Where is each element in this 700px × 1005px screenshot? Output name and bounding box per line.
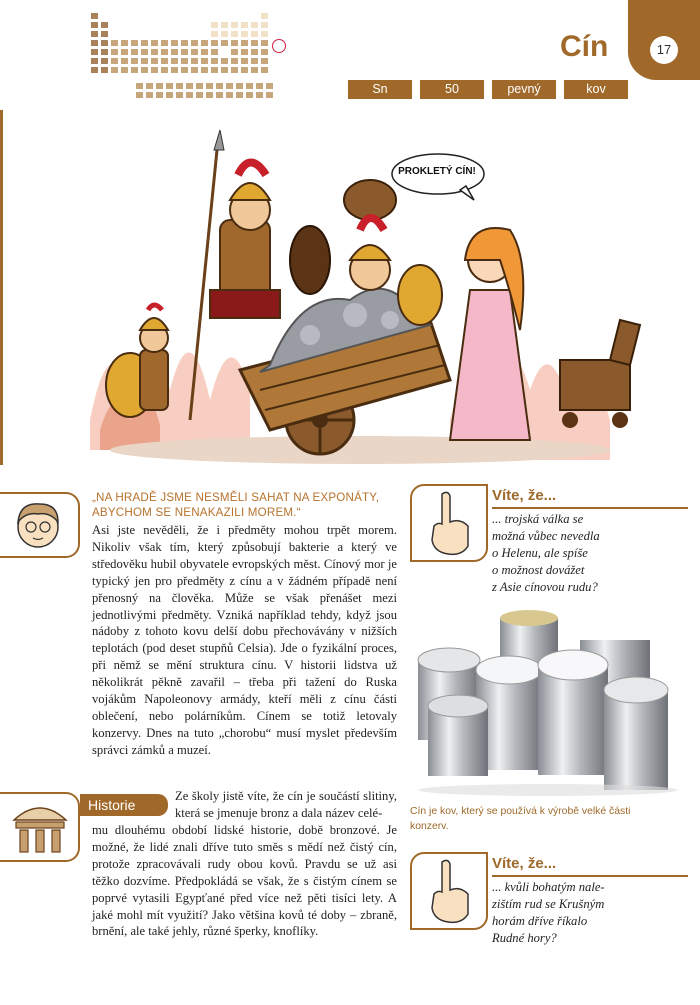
periodic-cell — [185, 82, 194, 90]
periodic-cell — [260, 39, 269, 47]
did-you-know-title-2: Víte, že... — [492, 855, 557, 872]
periodic-cell — [180, 39, 189, 47]
periodic-cell — [240, 57, 249, 65]
did-you-know-rule-2 — [492, 875, 688, 877]
periodic-cell — [240, 39, 249, 47]
periodic-cell — [185, 91, 194, 99]
periodic-cell — [260, 30, 269, 38]
periodic-cell — [200, 39, 209, 47]
periodic-cell — [180, 48, 189, 56]
periodic-cell — [220, 39, 229, 47]
periodic-cell — [260, 21, 269, 29]
periodic-cell — [210, 66, 219, 74]
periodic-cell — [140, 48, 149, 56]
property-state: pevný — [492, 80, 556, 99]
periodic-cell — [265, 82, 274, 90]
periodic-cell — [120, 39, 129, 47]
periodic-cell — [240, 21, 249, 29]
periodic-cell — [140, 39, 149, 47]
periodic-cell — [175, 91, 184, 99]
periodic-cell — [90, 30, 99, 38]
periodic-cell — [130, 66, 139, 74]
periodic-cell — [230, 30, 239, 38]
periodic-cell — [190, 39, 199, 47]
dyk1-line-2: možná vůbec nevedla — [492, 529, 600, 543]
periodic-cell — [120, 66, 129, 74]
periodic-cell — [145, 91, 154, 99]
periodic-table-thumbnail — [90, 12, 360, 107]
periodic-cell — [165, 91, 174, 99]
left-edge-strip — [0, 110, 3, 465]
periodic-cell — [230, 21, 239, 29]
tin-cans-photo — [408, 610, 690, 800]
did-you-know-text-1 — [492, 511, 692, 596]
dyk1-line-1: ... trojská válka se — [492, 512, 584, 526]
periodic-cell — [120, 48, 129, 56]
periodic-cell — [90, 12, 99, 20]
periodic-cell — [260, 66, 269, 74]
speech-bubble-text: PROKLETÝ CÍN! — [398, 166, 476, 177]
did-you-know-title-1: Víte, že... — [492, 487, 557, 504]
periodic-cell — [240, 66, 249, 74]
periodic-cell — [100, 48, 109, 56]
periodic-cell — [110, 66, 119, 74]
periodic-cell — [210, 30, 219, 38]
periodic-cell — [180, 57, 189, 65]
periodic-cell — [160, 66, 169, 74]
periodic-cell — [220, 30, 229, 38]
periodic-cell — [100, 39, 109, 47]
periodic-cell — [195, 82, 204, 90]
periodic-cell — [200, 57, 209, 65]
periodic-cell — [155, 82, 164, 90]
periodic-cell — [195, 91, 204, 99]
periodic-cell — [210, 39, 219, 47]
periodic-cell — [130, 57, 139, 65]
main-paragraph: Asi jste nevěděli, že i předměty mohou trpět morem. Nikoliv však tím, který způsobují bakterie a který ve středověku hubil obyvatele evropských měst. Cínový mor je typický jen pro předměty z cínu a v žádném případě není přenosný na člověka. Může se však přenášet mezi jednotlivými předměty. Vzniká například tehdy, když jsou nádoby z tohoto kovu delší dobu přechovávány v nižších teplotách (pod deset stupňů Celsia). Jde o fyzikální proces, při němž se mění struktura cínu. V historii lidstva už několikrát pěkně zavařil – třeba při tažení do Ruska vojákům Napoleonovy armády, kteří měli z cínu části oblečení, nebo polárníkům. Cínem se totiž letovaly konzervy. Dnes na tuto „chorobu“ musí myslet především správci zámků a muzeí. — [92, 523, 397, 757]
periodic-cell — [175, 82, 184, 90]
speech-bubble — [390, 152, 486, 202]
periodic-cell — [155, 91, 164, 99]
dyk1-line-4: o možnost dovážet — [492, 563, 585, 577]
dyk2-line-4: Rudné hory? — [492, 931, 557, 945]
history-icon-box — [0, 792, 80, 862]
periodic-cell — [180, 66, 189, 74]
periodic-cell — [225, 91, 234, 99]
periodic-cell — [90, 48, 99, 56]
periodic-cell — [220, 21, 229, 29]
periodic-cell — [140, 57, 149, 65]
periodic-cell — [110, 57, 119, 65]
periodic-cell — [230, 66, 239, 74]
periodic-cell — [90, 21, 99, 29]
periodic-cell — [160, 48, 169, 56]
periodic-cell — [250, 66, 259, 74]
periodic-cell — [250, 21, 259, 29]
periodic-cell — [255, 91, 264, 99]
periodic-cell — [135, 91, 144, 99]
periodic-cell — [160, 39, 169, 47]
periodic-cell — [250, 48, 259, 56]
comic-illustration — [70, 120, 650, 470]
element-properties — [348, 80, 628, 100]
periodic-cell — [220, 48, 229, 56]
did-you-know-rule-1 — [492, 507, 688, 509]
did-you-know-frame-1 — [410, 484, 488, 562]
periodic-cell — [230, 57, 239, 65]
periodic-cell — [220, 57, 229, 65]
periodic-cell — [265, 91, 274, 99]
periodic-cell — [165, 82, 174, 90]
history-label: Historie — [80, 794, 168, 816]
periodic-cell — [110, 48, 119, 56]
periodic-cell — [240, 30, 249, 38]
periodic-cell — [255, 82, 264, 90]
tin-position-marker — [272, 39, 286, 53]
periodic-cell — [130, 39, 139, 47]
periodic-cell — [190, 48, 199, 56]
periodic-cell — [150, 66, 159, 74]
periodic-cell — [230, 39, 239, 47]
did-you-know-text-2 — [492, 879, 692, 947]
periodic-cell — [90, 57, 99, 65]
periodic-cell — [260, 48, 269, 56]
periodic-cell — [215, 82, 224, 90]
periodic-cell — [145, 82, 154, 90]
narrator-face-box — [0, 492, 80, 558]
temple-icon — [0, 794, 78, 860]
periodic-cell — [225, 82, 234, 90]
periodic-cell — [210, 48, 219, 56]
periodic-cell — [215, 91, 224, 99]
periodic-cell — [210, 21, 219, 29]
property-atomic-number: 50 — [420, 80, 484, 99]
periodic-cell — [240, 48, 249, 56]
periodic-cell — [260, 12, 269, 20]
pointing-finger-icon — [412, 486, 486, 560]
page-number: 17 — [650, 36, 678, 64]
periodic-cell — [210, 57, 219, 65]
periodic-cell — [100, 21, 109, 29]
periodic-cell — [250, 57, 259, 65]
periodic-cell — [140, 66, 149, 74]
did-you-know-frame-2 — [410, 852, 488, 930]
periodic-cell — [190, 66, 199, 74]
periodic-cell — [170, 39, 179, 47]
periodic-cell — [130, 48, 139, 56]
property-type: kov — [564, 80, 628, 99]
periodic-cell — [150, 48, 159, 56]
property-symbol: Sn — [348, 80, 412, 99]
dyk1-line-5: z Asie cínovou rudu? — [492, 580, 598, 594]
periodic-cell — [230, 48, 239, 56]
element-title: Cín — [560, 30, 609, 63]
periodic-cell — [250, 30, 259, 38]
periodic-cell — [260, 57, 269, 65]
history-paragraph-rest: mu dlouhému období lidské historie, době bronzové. Je možné, že lidé znali dříve tuto směs s mědí než čistý cín, protože zpracovávali rudy obou kovů. Pravdu se už asi těžko dozvíme. Předpokládá se však, že s čistým cínem se poprvé vytasili Egypťané před více než pěti tisíci lety. A jaké mohl mít využití? Jako většina kovů té doby – zbraně, brnění, ale také jehly, různé šperky, knoflíky. — [92, 823, 397, 939]
dyk1-line-3: o Helenu, ale spíše — [492, 546, 588, 560]
history-paragraph-start: Ze školy jistě víte, že cín je součástí slitiny, která se jmenuje bronz a dala název celé- — [175, 789, 397, 820]
periodic-cell — [90, 39, 99, 47]
periodic-cell — [170, 48, 179, 56]
periodic-cell — [120, 57, 129, 65]
periodic-cell — [220, 66, 229, 74]
periodic-cell — [90, 66, 99, 74]
periodic-cell — [100, 57, 109, 65]
periodic-cell — [150, 57, 159, 65]
dyk2-line-3: horám dříve říkalo — [492, 914, 588, 928]
periodic-cell — [205, 82, 214, 90]
periodic-cell — [235, 82, 244, 90]
photo-caption: Cín je kov, který se používá k výrobě velké části konzerv. — [410, 806, 631, 832]
periodic-cell — [135, 82, 144, 90]
periodic-cell — [100, 66, 109, 74]
periodic-cell — [150, 39, 159, 47]
periodic-cell — [200, 66, 209, 74]
periodic-cell — [245, 91, 254, 99]
periodic-cell — [170, 57, 179, 65]
periodic-cell — [205, 91, 214, 99]
periodic-cell — [100, 30, 109, 38]
narrator-face-icon — [0, 494, 78, 556]
dyk2-line-2: zištím rud se Krušným — [492, 897, 605, 911]
periodic-cell — [110, 39, 119, 47]
periodic-cell — [235, 91, 244, 99]
periodic-cell — [170, 66, 179, 74]
periodic-cell — [190, 57, 199, 65]
pointing-finger-icon — [412, 854, 486, 928]
periodic-cell — [250, 39, 259, 47]
periodic-cell — [160, 57, 169, 65]
periodic-cell — [200, 48, 209, 56]
dyk2-line-1: ... kvůli bohatým nale- — [492, 880, 605, 894]
quote-text: „NA HRADĚ JSME NESMĚLI SAHAT NA EXPONÁTY, ABYCHOM SE NENAKAZILI MOREM.“ — [92, 491, 380, 519]
periodic-cell — [245, 82, 254, 90]
